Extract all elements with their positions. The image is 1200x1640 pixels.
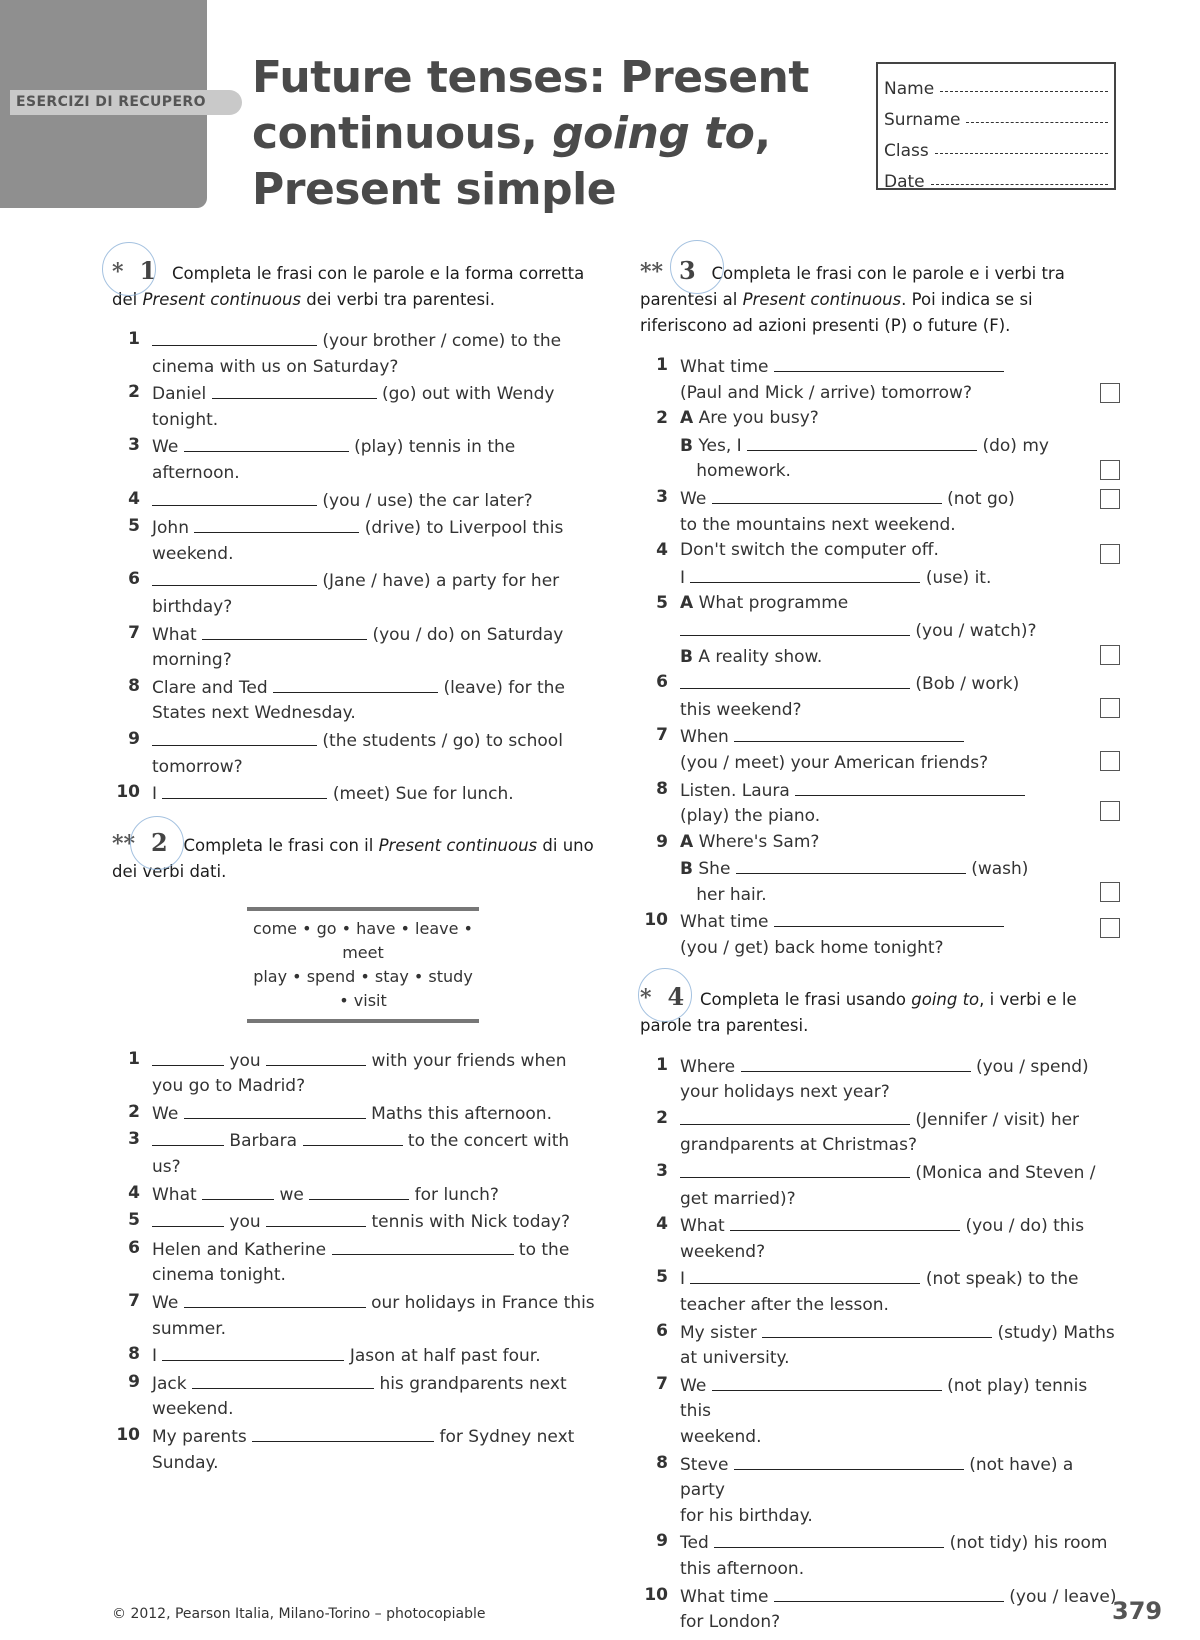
item-text: to the concert with us?	[152, 1131, 570, 1178]
item-number: 2	[128, 382, 140, 403]
list-item	[112, 621, 602, 674]
list-item	[112, 1127, 602, 1180]
item-number: 10	[644, 1584, 668, 1605]
name-field[interactable]	[884, 68, 1108, 99]
list-item	[640, 670, 1120, 723]
item-text: (not play) tennis this	[680, 1375, 1088, 1422]
pf-checkbox[interactable]	[1100, 801, 1120, 821]
item-text: What time	[680, 912, 769, 933]
item-number: 7	[128, 1291, 140, 1312]
item-number: 8	[128, 1344, 140, 1365]
item-text: What time	[680, 357, 769, 377]
list-item	[640, 353, 1120, 406]
answer-blank[interactable]	[795, 777, 1025, 796]
answer-blank[interactable]	[202, 621, 367, 640]
handwritten-circle-mark	[670, 240, 724, 294]
item-text: (not go)	[947, 488, 1015, 509]
item-number: 10	[116, 782, 140, 803]
item-text: Yes, I	[698, 435, 742, 456]
list-item	[640, 538, 1120, 591]
item-text: When	[680, 727, 729, 748]
item-text: (you / leave)	[1009, 1586, 1117, 1607]
item-number: 5	[656, 1267, 668, 1288]
list-item	[640, 908, 1120, 961]
item-text: Don't switch the computer off.	[680, 540, 939, 561]
answer-blank[interactable]	[152, 1208, 224, 1227]
item-number: 8	[656, 778, 668, 799]
list-item	[112, 1181, 602, 1209]
handwritten-circle-mark	[130, 816, 184, 870]
item-text: (the students / go) to school tomorrow?	[152, 730, 563, 777]
answer-blank[interactable]	[762, 1319, 992, 1338]
speaker-label: B	[680, 435, 693, 456]
date-label: Date	[884, 172, 925, 192]
answer-blank[interactable]	[162, 780, 327, 799]
item-text: I	[680, 1269, 686, 1290]
list-item	[112, 1342, 602, 1370]
instruction-text: dei verbi tra parentesi.	[301, 290, 495, 309]
answer-blank[interactable]	[734, 723, 964, 742]
item-text: homework.	[696, 461, 791, 482]
item-text: this weekend?	[680, 699, 802, 720]
surname-label: Surname	[884, 110, 961, 130]
item-text: What	[152, 624, 197, 645]
list-item	[640, 1159, 1120, 1212]
answer-blank[interactable]	[184, 1100, 366, 1119]
title-italic-part: going to	[552, 108, 755, 159]
exercise-number: 4	[667, 981, 685, 1011]
item-number: 2	[656, 1107, 668, 1128]
item-text: What	[680, 1216, 725, 1237]
title-line-1: Future tenses: Present	[252, 52, 809, 103]
list-item	[640, 1451, 1120, 1530]
exercise-3-list	[640, 353, 1120, 962]
list-item	[112, 327, 602, 380]
answer-blank[interactable]	[162, 1342, 344, 1361]
list-item	[640, 485, 1120, 538]
difficulty-stars: **	[112, 830, 136, 857]
pf-checkbox[interactable]	[1100, 460, 1120, 480]
handwritten-circle-mark	[638, 968, 692, 1022]
list-item	[112, 1370, 602, 1423]
item-text: Helen and Katherine	[152, 1239, 327, 1260]
answer-blank[interactable]	[212, 380, 377, 399]
pf-checkbox[interactable]	[1100, 383, 1120, 403]
item-number: 1	[128, 329, 140, 349]
answer-blank[interactable]	[332, 1236, 514, 1255]
list-item	[640, 1372, 1120, 1451]
item-text: What programme	[698, 593, 849, 614]
item-number: 2	[128, 1101, 140, 1122]
difficulty-stars: **	[640, 259, 664, 285]
item-number: 10	[116, 1425, 140, 1445]
list-item	[640, 1106, 1120, 1159]
item-text: for his birthday.	[680, 1505, 813, 1526]
speaker-label: A	[680, 593, 694, 614]
item-text: with your friends when you go to Madrid?	[152, 1050, 567, 1097]
item-text: to the mountains next weekend.	[680, 514, 956, 535]
answer-blank[interactable]	[152, 327, 317, 346]
item-text: Where's Sam?	[698, 831, 820, 852]
list-item	[112, 1047, 602, 1100]
item-text: (do) my	[982, 435, 1049, 456]
item-text: John	[152, 518, 189, 539]
item-text: I	[152, 1346, 158, 1367]
item-text: Daniel	[152, 384, 207, 405]
list-item	[640, 1265, 1120, 1318]
answer-blank[interactable]	[680, 1159, 910, 1178]
list-item	[640, 406, 1120, 485]
list-item	[640, 591, 1120, 670]
item-number: 7	[128, 622, 140, 643]
exercise-number: 1	[139, 256, 157, 285]
answer-blank[interactable]	[152, 1047, 224, 1066]
class-label: Class	[884, 141, 929, 161]
answer-blank[interactable]	[774, 353, 1004, 372]
exercise-number: 2	[151, 827, 168, 857]
list-item	[112, 674, 602, 727]
item-text: (meet) Sue for lunch.	[332, 784, 514, 805]
answer-blank[interactable]	[309, 1181, 409, 1200]
item-text: We	[680, 1375, 707, 1396]
answer-blank[interactable]	[303, 1127, 403, 1146]
answer-blank[interactable]	[152, 727, 317, 746]
item-text: get married)?	[680, 1188, 796, 1209]
item-text: (Jane / have) a party for her birthday?	[152, 571, 560, 617]
pf-checkbox[interactable]	[1100, 698, 1120, 718]
item-text: your holidays next year?	[680, 1082, 890, 1103]
copyright-notice: © 2012, Pearson Italia, Milano-Torino – photocopiable	[112, 1606, 486, 1622]
pf-checkbox[interactable]	[1100, 645, 1120, 665]
item-number: 3	[656, 486, 668, 507]
item-text: Listen. Laura	[680, 780, 790, 801]
exercise-2-header	[112, 827, 602, 885]
item-number: 1	[128, 1048, 140, 1069]
item-text: (leave) for the States next Wednesday.	[152, 677, 565, 724]
class-line[interactable]	[935, 152, 1108, 154]
item-number: 4	[128, 488, 140, 509]
pf-checkbox[interactable]	[1100, 882, 1120, 902]
item-text: (wash)	[971, 859, 1029, 880]
item-text: (not have) a party	[680, 1454, 1074, 1501]
answer-blank[interactable]	[152, 1127, 224, 1146]
item-number: 1	[656, 1054, 668, 1075]
item-text: We	[152, 1103, 179, 1124]
item-text: weekend.	[680, 1426, 762, 1447]
list-item	[112, 1208, 602, 1236]
list-item	[112, 567, 602, 620]
item-text: we	[279, 1184, 304, 1205]
item-text: What	[152, 1184, 197, 1205]
list-item	[640, 830, 1120, 909]
item-text: My sister	[680, 1322, 757, 1343]
item-text: (play) the piano.	[680, 806, 821, 827]
instruction-text: Completa le frasi con il	[183, 835, 379, 855]
instruction-text: di uno dei verbi dati.	[112, 835, 594, 881]
date-field[interactable]	[884, 161, 1108, 192]
right-column	[640, 258, 1120, 1636]
list-item	[112, 514, 602, 567]
item-text: our holidays in France this summer.	[152, 1293, 595, 1339]
item-text: you	[229, 1050, 261, 1071]
item-text: (you / use) the car later?	[322, 490, 533, 511]
list-item	[640, 1053, 1120, 1106]
item-text: this afternoon.	[680, 1558, 805, 1579]
item-text: We	[152, 1293, 179, 1314]
list-item	[112, 727, 602, 780]
item-text: (drive) to Liverpool this weekend.	[152, 518, 564, 564]
list-item	[112, 1289, 602, 1342]
exercise-1-list	[112, 327, 602, 808]
item-number: 2	[656, 408, 668, 429]
item-text: She	[698, 859, 731, 880]
item-number: 6	[128, 1237, 140, 1258]
answer-blank[interactable]	[192, 1370, 374, 1389]
item-text: Are you busy?	[698, 408, 819, 429]
exercise-1-header	[112, 258, 602, 313]
pf-checkbox[interactable]	[1100, 751, 1120, 771]
name-line[interactable]	[940, 90, 1108, 92]
list-item	[640, 777, 1120, 830]
item-text: (play) tennis in the afternoon.	[152, 437, 516, 483]
item-text: I	[152, 784, 158, 805]
item-text: A reality show.	[698, 646, 823, 667]
list-item	[640, 1212, 1120, 1265]
item-number: 3	[128, 435, 140, 456]
item-text: weekend?	[680, 1241, 766, 1262]
item-text: (you / do) on Saturday morning?	[152, 624, 564, 671]
item-text: (go) out with Wendy tonight.	[152, 384, 555, 430]
instruction-text: Completa le frasi usando	[699, 989, 912, 1009]
answer-blank[interactable]	[712, 485, 942, 504]
list-item	[112, 1236, 602, 1289]
item-text: Maths this afternoon.	[371, 1103, 552, 1124]
answer-blank[interactable]	[266, 1208, 366, 1227]
item-number: 3	[128, 1129, 140, 1150]
item-number: 6	[656, 1320, 668, 1341]
list-item	[640, 1529, 1120, 1582]
list-item	[112, 487, 602, 515]
exercise-3-header	[640, 258, 1120, 339]
answer-blank[interactable]	[273, 674, 438, 693]
word-bank-line-1: come • go • have • leave • meet	[253, 918, 473, 962]
item-text: her hair.	[696, 884, 767, 905]
list-item	[112, 380, 602, 433]
answer-blank[interactable]	[152, 567, 317, 586]
item-text: for lunch?	[414, 1184, 499, 1205]
item-text: Ted	[680, 1533, 709, 1554]
item-number: 10	[644, 910, 668, 931]
answer-blank[interactable]	[266, 1047, 366, 1066]
item-text: I	[680, 567, 686, 588]
item-text: (you / watch)?	[915, 620, 1037, 641]
item-text: for London?	[680, 1612, 781, 1633]
page-number: 379	[1112, 1597, 1163, 1625]
item-text: (you / meet) your American friends?	[680, 752, 989, 773]
item-text: (use) it.	[925, 567, 992, 588]
item-text: (Monica and Steven /	[915, 1163, 1096, 1184]
difficulty-stars: *	[112, 259, 124, 285]
item-text: (not speak) to the	[925, 1269, 1079, 1290]
item-text: (not tidy) his room	[949, 1533, 1108, 1554]
instruction-italic: going to	[911, 989, 980, 1009]
left-column	[112, 258, 602, 1476]
speaker-label: A	[680, 408, 694, 429]
section-tag: ESERCIZI DI RECUPERO	[10, 90, 242, 115]
item-number: 4	[656, 1214, 668, 1235]
title-part: continuous,	[252, 108, 553, 159]
item-text: at university.	[680, 1348, 790, 1369]
item-number: 6	[128, 569, 140, 590]
item-text: Jason at half past four.	[349, 1346, 541, 1367]
difficulty-stars: *	[640, 984, 652, 1011]
answer-blank[interactable]	[741, 1053, 971, 1072]
exercise-4-list	[640, 1053, 1120, 1636]
item-text: Jack	[152, 1373, 187, 1394]
pf-checkbox[interactable]	[1100, 544, 1120, 564]
item-text: (you / get) back home tonight?	[680, 938, 944, 959]
item-text: Clare and Ted	[152, 677, 268, 698]
name-label: Name	[884, 79, 935, 99]
list-item	[640, 723, 1120, 776]
class-field[interactable]	[884, 130, 1108, 161]
exercise-2-list	[112, 1047, 602, 1477]
exercise-4-header	[640, 981, 1120, 1039]
item-number: 4	[656, 540, 668, 561]
item-text: My parents	[152, 1427, 247, 1447]
answer-blank[interactable]	[690, 1265, 920, 1284]
item-number: 9	[656, 831, 668, 852]
instruction-italic: Present continuous	[742, 290, 902, 309]
answer-blank[interactable]	[774, 908, 1004, 927]
item-text: (study) Maths	[997, 1322, 1115, 1343]
word-bank	[247, 907, 479, 1023]
item-text: (Paul and Mick / arrive) tomorrow?	[680, 382, 972, 403]
answer-blank[interactable]	[680, 670, 910, 689]
item-number: 8	[128, 675, 140, 696]
answer-blank[interactable]	[712, 1372, 942, 1391]
answer-blank[interactable]	[734, 1451, 964, 1470]
title-comma: ,	[754, 108, 771, 159]
answer-blank[interactable]	[680, 617, 910, 636]
list-item	[112, 1423, 602, 1476]
item-text: Where	[680, 1056, 736, 1077]
surname-field[interactable]	[884, 99, 1108, 130]
title-line-2	[252, 106, 812, 162]
student-info-box	[876, 62, 1116, 190]
answer-blank[interactable]	[252, 1423, 434, 1442]
surname-line[interactable]	[966, 121, 1108, 123]
item-text: Steve	[680, 1454, 729, 1475]
answer-blank[interactable]	[730, 1212, 960, 1231]
item-text: his grandparents next weekend.	[152, 1373, 567, 1420]
item-text: We	[680, 488, 707, 509]
answer-blank[interactable]	[747, 432, 977, 451]
item-number: 1	[656, 355, 668, 375]
item-text: you	[229, 1212, 261, 1233]
item-text: What time	[680, 1586, 769, 1607]
item-text: to the cinema tonight.	[152, 1239, 570, 1286]
item-number: 7	[656, 1373, 668, 1394]
item-number: 9	[128, 1371, 140, 1392]
item-number: 5	[656, 593, 668, 614]
item-number: 8	[656, 1452, 668, 1473]
instruction-text: . Poi indica se si riferiscono ad azioni presenti (P) o future (F).	[640, 290, 1033, 335]
word-bank-line-2: play • spend • stay • study • visit	[253, 966, 473, 1010]
item-number: 5	[128, 1210, 140, 1231]
answer-blank[interactable]	[184, 1289, 366, 1308]
instruction-text: Completa le frasi con le parole e i verbi tra parentesi al	[640, 264, 1065, 309]
item-text: (you / spend)	[975, 1056, 1089, 1077]
title-line-3: Present simple	[252, 164, 617, 215]
item-text: tennis with Nick today?	[371, 1212, 570, 1233]
item-number: 3	[656, 1161, 668, 1182]
answer-blank[interactable]	[202, 1181, 274, 1200]
speaker-label: A	[680, 831, 694, 852]
list-item	[640, 1583, 1120, 1636]
answer-blank[interactable]	[774, 1583, 1004, 1602]
speaker-label: B	[680, 859, 693, 880]
instruction-italic: Present continuous	[378, 835, 538, 855]
speaker-label: B	[680, 646, 693, 667]
answer-blank[interactable]	[184, 433, 349, 452]
answer-blank[interactable]	[714, 1529, 944, 1548]
item-number: 9	[128, 728, 140, 749]
item-text: We	[152, 437, 179, 458]
item-text: Barbara	[229, 1131, 298, 1152]
pf-checkbox[interactable]	[1100, 918, 1120, 938]
item-number: 5	[128, 516, 140, 537]
item-text: grandparents at Christmas?	[680, 1135, 917, 1156]
answer-blank[interactable]	[680, 1106, 910, 1125]
list-item	[112, 433, 602, 486]
item-text: (Bob / work)	[915, 674, 1020, 695]
item-number: 6	[656, 672, 668, 693]
list-item	[112, 1100, 602, 1128]
item-text: for Sydney next Sunday.	[152, 1427, 575, 1473]
date-line[interactable]	[931, 183, 1108, 185]
answer-blank[interactable]	[690, 564, 920, 583]
page-title	[252, 50, 812, 218]
handwritten-circle-mark	[102, 242, 156, 296]
item-text: (you / do) this	[965, 1216, 1085, 1237]
item-number: 7	[656, 725, 668, 746]
exercise-number: 3	[679, 256, 696, 285]
answer-blank[interactable]	[194, 514, 359, 533]
answer-blank[interactable]	[152, 487, 317, 506]
answer-blank[interactable]	[736, 855, 966, 874]
instruction-text: Completa le frasi con le parole e la forma corretta del	[112, 264, 585, 309]
list-item	[112, 780, 602, 808]
list-item	[640, 1319, 1120, 1372]
instruction-italic: Present continuous	[142, 290, 302, 309]
item-text: (Jennifer / visit) her	[915, 1109, 1080, 1130]
item-text: teacher after the lesson.	[680, 1295, 889, 1315]
item-text: (your brother / come) to the cinema with us on Saturday?	[152, 331, 562, 377]
item-number: 9	[656, 1531, 668, 1552]
instruction-text: , i verbi e le parole tra parentesi.	[640, 989, 1077, 1035]
pf-checkbox[interactable]	[1100, 489, 1120, 509]
item-number: 4	[128, 1182, 140, 1203]
